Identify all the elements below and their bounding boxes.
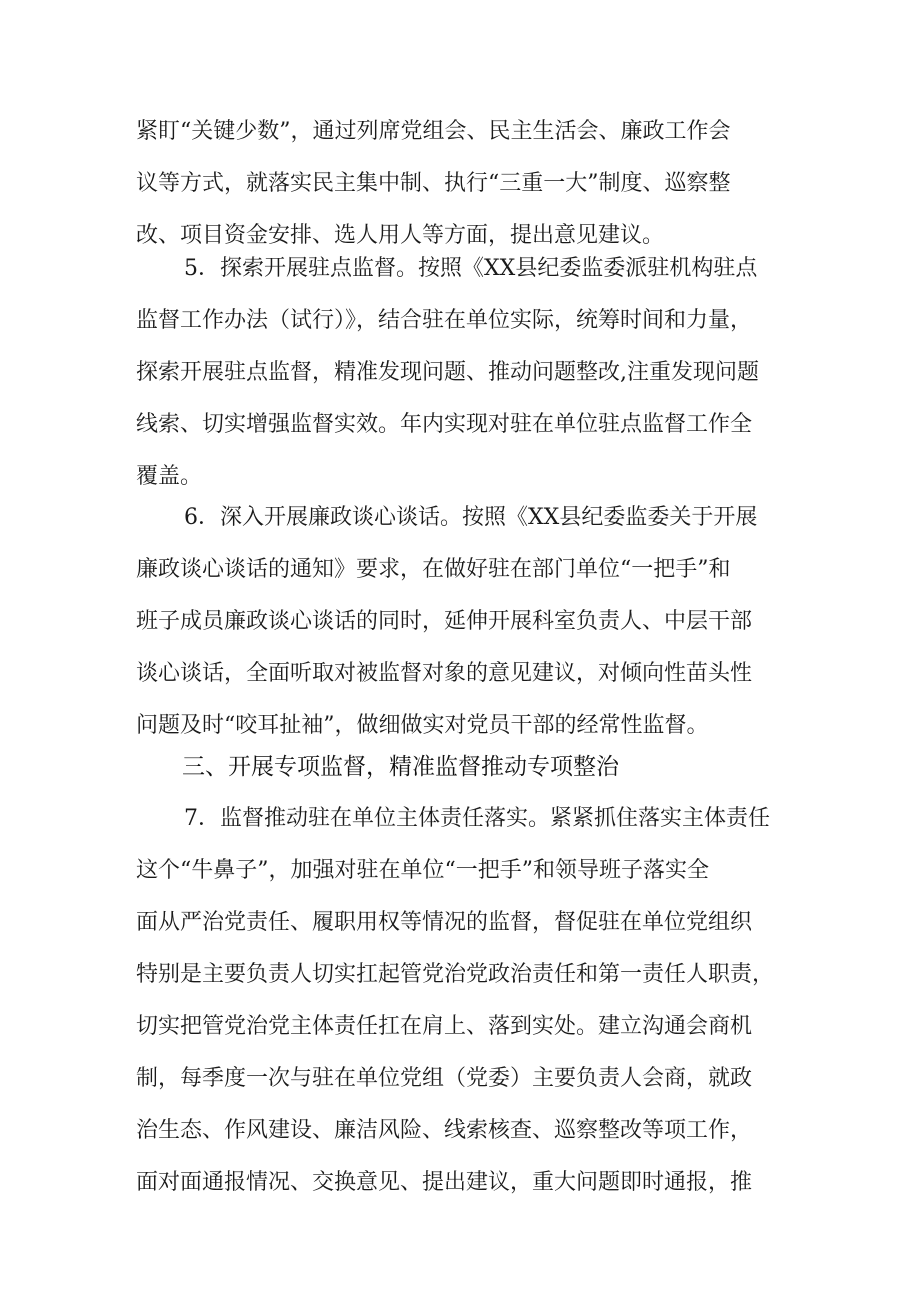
text-line: 探索开展驻点监督，精准发现问题、推动问题整改,注重发现问题 <box>136 360 759 385</box>
paragraph-item-6 <box>136 492 796 752</box>
text-line: 5．探索开展驻点监督。按照《XX县纪委监委派驻机构驻点 <box>184 256 758 281</box>
text-line: 议等方式，就落实民主集中制、执行“三重一大”制度、巡察整 <box>136 171 731 196</box>
text-line: 紧盯“关键少数”，通过列席党组会、民主生活会、廉政工作会 <box>136 119 731 144</box>
text-line: 改、项目资金安排、选人用人等方面，提出意见建议。 <box>136 223 665 248</box>
paragraph-item-5 <box>136 243 796 503</box>
text-line: 问题及时“咬耳扯袖”，做细做实对党员干部的经常性监督。 <box>136 713 709 738</box>
paragraph-item-7 <box>136 793 796 1209</box>
text-line: 谈心谈话，全面听取对被监督对象的意见建议，对倾向性苗头性 <box>136 661 753 686</box>
text-line: 监督工作办法（试行）》，结合驻在单位实际，统筹时间和力量， <box>136 308 753 333</box>
text-line: 覆盖。 <box>136 464 203 489</box>
text-line: 7．监督推动驻在单位主体责任落实。紧紧抓住落实主体责任 <box>184 806 770 831</box>
paragraph-leadership-supervision <box>136 106 796 262</box>
text-line: 线索、切实增强监督实效。年内实现对驻在单位驻点监督工作全 <box>136 412 753 437</box>
text-line: 班子成员廉政谈心谈话的同时，延伸开展科室负责人、中层干部 <box>136 609 753 634</box>
text-line: 面从严治党责任、履职用权等情况的监督，督促驻在单位党组织 <box>136 910 753 935</box>
text-line: 切实把管党治党主体责任扛在肩上、落到实处。建立沟通会商机 <box>136 1014 753 1039</box>
section-heading: 三、开展专项监督，精准监督推动专项整治 <box>182 754 619 780</box>
text-line: 治生态、作风建设、廉洁风险、线索核查、巡察整改等项工作， <box>136 1118 753 1143</box>
text-line: 这个“牛鼻子”，加强对驻在单位“一把手”和领导班子落实全 <box>136 858 709 883</box>
text-line: 面对面通报情况、交换意见、提出建议，重大问题即时通报，推 <box>136 1170 753 1195</box>
text-line: 特别是主要负责人切实扛起管党治党政治责任和第一责任人职责， <box>136 962 775 987</box>
text-line: 6．深入开展廉政谈心谈话。按照《XX县纪委监委关于开展 <box>184 505 758 530</box>
text-line: 廉政谈心谈话的通知》要求，在做好驻在部门单位“一把手”和 <box>136 557 731 582</box>
text-line: 制，每季度一次与驻在单位党组（党委）主要负责人会商，就政 <box>136 1066 753 1091</box>
